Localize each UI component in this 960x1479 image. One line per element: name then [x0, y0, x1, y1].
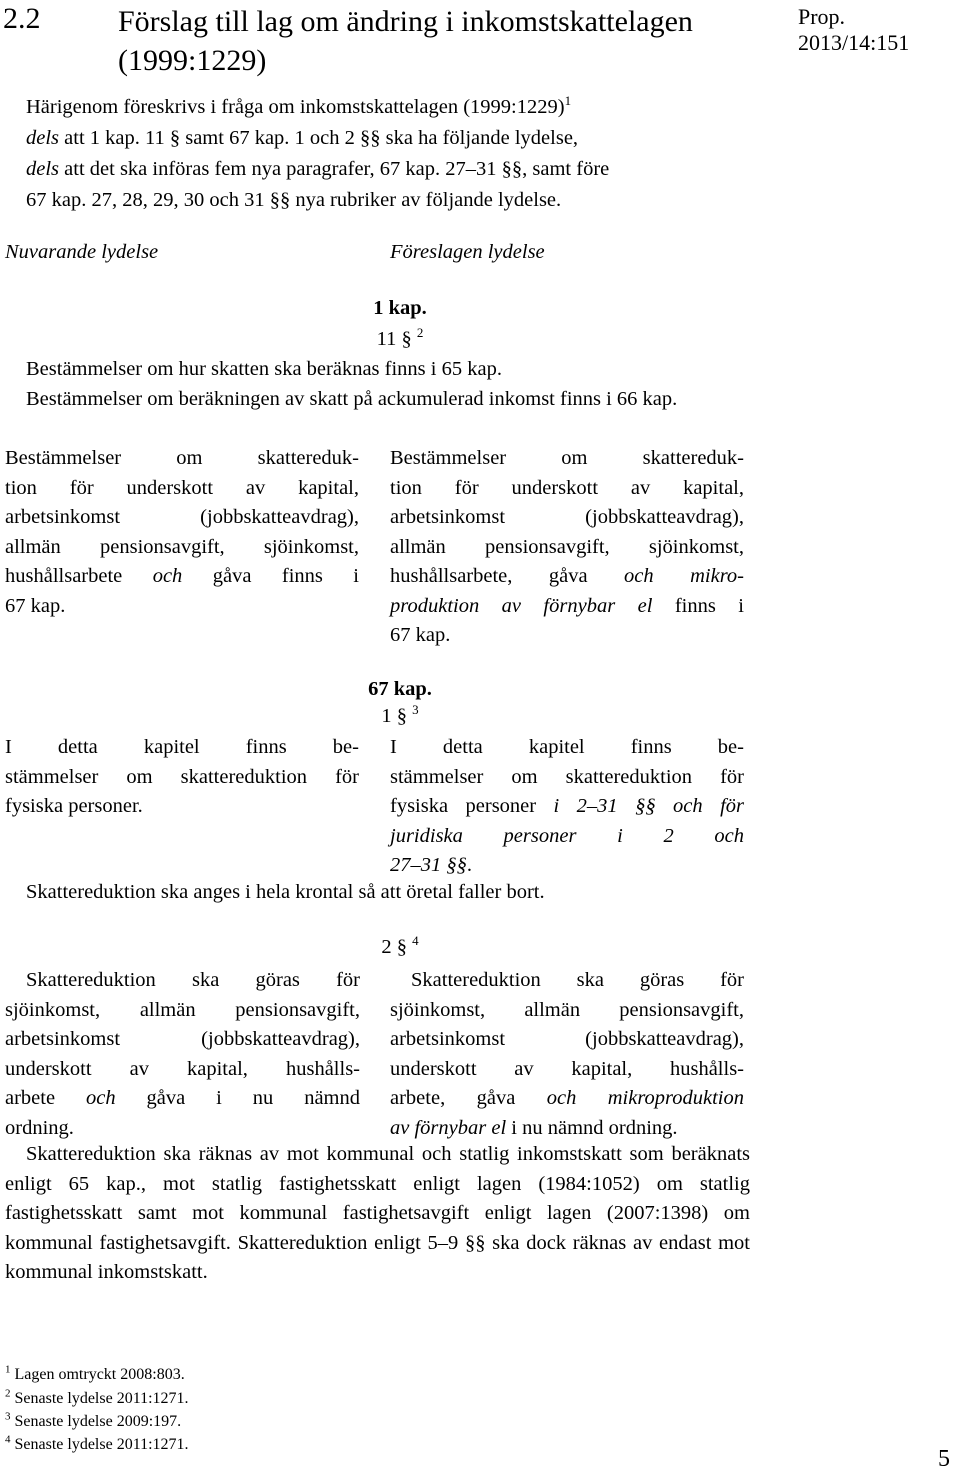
chapter-67-section-2: 2 § $^4$ — [381, 933, 419, 958]
chapter-1-heading: 1 kap. — [373, 297, 427, 319]
chapter-67-section-1: 1 § $^3$ — [381, 702, 419, 727]
chapter-67-heading: 67 kap. — [368, 678, 432, 700]
section-title: Förslag till lag om ändring i inkomstskattelagen (1999:1229) — [118, 5, 693, 77]
chapter-1-section-11: 11 § $^2$ — [376, 325, 424, 350]
ch67-s2-proposed-text: Skattereduktion ska göras för sjöinkomst, allmän pensionsavgift, arbetsinkomst (jobbskatteavdrag), underskott av kapital, hushålls- arbete, gåva och mikroproduktion av förnybar el i nu nämnd ordning. — [390, 969, 744, 1139]
ch1-current-text: Bestämmelser om skattereduk- tion för underskott av kapital, arbetsinkomst (jobbskatteavdrag), allmän pensionsavgift, sjöinkomst, hushållsarbete och gåva finns i 67 kap. — [5, 447, 359, 617]
intro-line-2: dels att 1 kap. 11 § samt 67 kap. 1 och 2 §§ ska ha följande lydelse, — [26, 127, 579, 149]
intro-line-4: 67 kap. 27, 28, 29, 30 och 31 §§ nya rubriker av följande lydelse. — [26, 189, 562, 211]
ch67-s1-current-text: I detta kapitel finns be- stämmelser om skattereduktion för fysiska personer. — [5, 736, 359, 817]
ch67-s1-proposed-text: I detta kapitel finns be- stämmelser om skattereduktion för fysiska personer i 2–31 §§ och för juridiska personer i 2 och 27–31 §§. — [390, 736, 744, 876]
footnote-4: $^4$ Senaste lydelse 2011:1271. — [5, 1433, 189, 1453]
ch67-s2-offset-paragraph: Skattereduktion ska räknas av mot kommunal och statlig inkomstskatt som beräknats enligt 65 kap., mot statlig fastighetsskatt enligt lagen (1984:1052) om statlig fastighetsskatt samt mot kommunal fastighetsavgift enligt lagen (2007:1398) om kommunal fastighetsavgift. Skattereduktion enligt 5–9 §§ ska dock räknas av endast mot kommunal inkomstskatt. — [5, 1143, 750, 1283]
section-number: 2.2 — [3, 2, 41, 35]
intro-line-1: Härigenom föreskrivs i fråga om inkomstskattelagen (1999:1229)$^1$ — [26, 93, 572, 118]
footnote-3: $^3$ Senaste lydelse 2009:197. — [5, 1410, 182, 1430]
footnote-ref-4[interactable]: 4 — [412, 933, 419, 949]
footnote-2: $^2$ Senaste lydelse 2011:1271. — [5, 1387, 189, 1407]
intro-line-3: dels att det ska införas fem nya paragrafer, 67 kap. 27–31 §§, samt före — [26, 158, 610, 180]
footnote-ref-1[interactable]: 1 — [564, 93, 572, 109]
ch1-paragraph-1: Bestämmelser om hur skatten ska beräknas finns i 65 kap. — [26, 358, 502, 380]
footnote-ref-2[interactable]: 2 — [416, 325, 424, 341]
current-wording-heading: Nuvarande lydelse — [5, 241, 159, 263]
proposition-reference: Prop. 2013/14:151 — [798, 4, 910, 55]
intro-paragraph — [26, 92, 746, 216]
page-number: 5 — [938, 1446, 950, 1472]
footnote-ref-3[interactable]: 3 — [412, 702, 419, 718]
ch67-s2-current-text: Skattereduktion ska göras för sjöinkomst, allmän pensionsavgift, arbetsinkomst (jobbskatteavdrag), underskott av kapital, hushålls- arbete och gåva i nu nämnd ordning. — [5, 969, 360, 1139]
ch1-proposed-text: Bestämmelser om skattereduk- tion för underskott av kapital, arbetsinkomst (jobbskatteavdrag), allmän pensionsavgift, sjöinkomst, hushållsarbete, gåva och mikro- produktion av förnybar el finns i 67 kap. — [390, 447, 744, 646]
ch1-paragraph-2: Bestämmelser om beräkningen av skatt på ackumulerad inkomst finns i 66 kap. — [26, 388, 678, 410]
proposed-wording-heading: Föreslagen lydelse — [390, 241, 545, 263]
footnote-1: $^1$ Lagen omtryckt 2008:803. — [5, 1363, 185, 1383]
ch67-s1-rounding-paragraph: Skattereduktion ska anges i hela krontal så att öretal faller bort. — [26, 881, 545, 903]
